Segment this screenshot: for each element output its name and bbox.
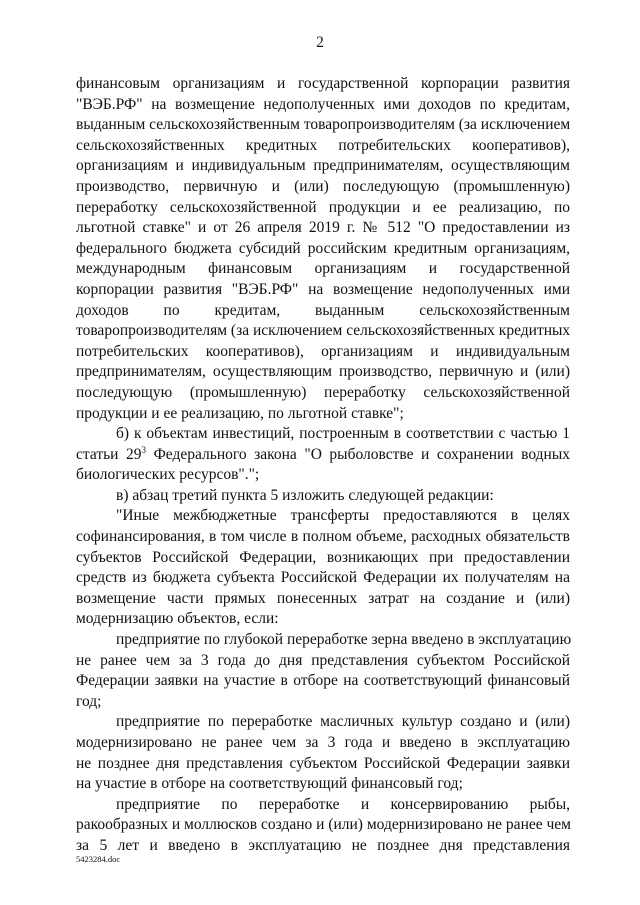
text-line: биологических ресурсов"."; xyxy=(76,466,260,484)
text-line: последующую (промышленную) переработку сельскохозяйственной xyxy=(76,383,570,401)
footer-filename: 5423284.doc xyxy=(76,854,121,864)
text-line: не ранее чем за 3 года до дня представления субъектом Российской xyxy=(76,651,570,669)
text-line: софинансирования, в том числе в полном объеме, расходных обязательств xyxy=(76,528,570,546)
text-line: ракообразных и моллюсков создано и (или) модернизировано не ранее чем xyxy=(76,816,571,834)
text-line: за 5 лет и введено в эксплуатацию не позднее дня представления xyxy=(76,836,570,854)
text-line: потребительских кооперативов), организациям и индивидуальным xyxy=(76,342,570,360)
text-line: международным финансовым организациям и государственной xyxy=(76,260,570,278)
text-line: переработку сельскохозяйственной продукции и ее реализацию, по xyxy=(76,198,570,216)
text-segment: статьи 29 xyxy=(76,445,142,463)
text-line: средств из бюджета субъекта Российской Федерации их получателям на xyxy=(76,569,570,587)
text-line: предприятие по переработке и консервированию рыбы, xyxy=(116,795,570,813)
text-line: производство, первичную и (или) последующую (промышленную) xyxy=(76,177,570,195)
text-line: "Иные межбюджетные трансферты предоставляются в целях xyxy=(116,507,570,525)
text-line: сельскохозяйственных кредитных потребительских кооперативов), xyxy=(76,136,570,154)
text-line: год; xyxy=(76,692,102,710)
text-line: модернизацию объектов, если: xyxy=(76,610,279,628)
text-line: в) абзац третий пункта 5 изложить следующей редакции: xyxy=(116,486,494,504)
text-line: возмещение части прямых понесенных затрат на создание и (или) xyxy=(76,589,570,607)
document-body xyxy=(76,74,570,857)
text-line: товаропроизводителям (за исключением сельскохозяйственных кредитных xyxy=(76,322,571,340)
text-line: выданным сельскохозяйственным товаропроизводителям (за исключением xyxy=(76,116,571,134)
superscript: 3 xyxy=(141,444,147,455)
text-line: субъектов Российской Федерации, возникающих при предоставлении xyxy=(76,548,570,566)
text-line: организациям и индивидуальным предпринимателям, осуществляющим xyxy=(76,157,570,175)
text-line: модернизировано не ранее чем за 3 года и введено в эксплуатацию xyxy=(76,734,570,751)
text-line: "ВЭБ.РФ" на возмещение недополученных ими доходов по кредитам, xyxy=(76,95,570,113)
text-line: предприятие по переработке масличных культур создано и (или) xyxy=(116,713,570,731)
text-line: продукции и ее реализацию, по льготной ставке"; xyxy=(76,404,404,422)
text-line: предприятие по глубокой переработке зерна введено в эксплуатацию xyxy=(116,631,572,649)
page-number: 2 xyxy=(316,34,324,51)
text-line: не позднее дня представления субъектом Российской Федерации заявки xyxy=(76,754,570,772)
text-segment: Федерального закона "О рыболовстве и сохранении водных xyxy=(146,445,570,463)
text-line: доходов по кредитам, выданным сельскохозяйственным xyxy=(76,301,570,319)
text-line: на участие в отборе на соответствующий финансовый год; xyxy=(76,775,463,793)
text-line: б) к объектам инвестиций, построенным в соответствии с частью 1 xyxy=(116,425,570,443)
text-line: предпринимателям, осуществляющим производство, первичную и (или) xyxy=(76,363,570,381)
text-line: Федерации заявки на участие в отборе на соответствующий финансовый xyxy=(76,672,570,690)
text-line: льготной ставке" и от 26 апреля 2019 г. № 512 "О предоставлении из xyxy=(76,219,570,237)
text-line: финансовым организациям и государственной корпорации развития xyxy=(76,75,570,92)
text-line xyxy=(76,445,570,466)
text-line: федерального бюджета субсидий российским кредитным организациям, xyxy=(76,239,570,257)
text-line: корпорации развития "ВЭБ.РФ" на возмещение недополученных ими xyxy=(76,280,570,298)
